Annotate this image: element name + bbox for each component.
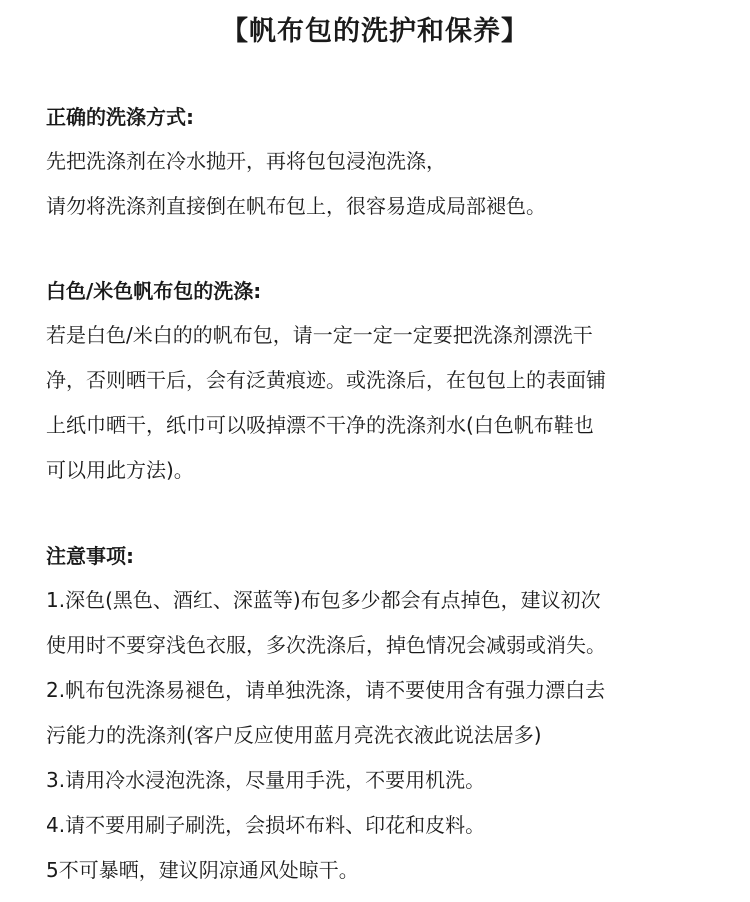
- note-line: 4.请不要用刷子刷洗，会损坏布料、印花和皮料。: [46, 813, 486, 837]
- paragraph-line: 净，否则晒干后，会有泛黄痕迹。或洗涤后，在包包上的表面铺: [46, 368, 606, 392]
- section-heading: 白色/米色帆布包的洗涤:: [46, 279, 262, 303]
- section-heading: 正确的洗涤方式:: [46, 105, 194, 129]
- note-line: 1.深色(黑色、酒红、深蓝等)布包多少都会有点掉色，建议初次: [46, 588, 601, 612]
- page-title: 【帆布包的洗护和保养】: [221, 16, 529, 47]
- section-notes: [46, 534, 726, 893]
- paragraph-line: 上纸巾晒干，纸巾可以吸掉漂不干净的洗涤剂水(白色帆布鞋也: [46, 413, 594, 437]
- paragraph-line: 若是白色/米白的的帆布包，请一定一定一定要把洗涤剂漂洗干: [46, 323, 593, 347]
- paragraph-line: 先把洗涤剂在冷水抛开，再将包包浸泡洗涤，: [46, 149, 446, 173]
- note-line: 2.帆布包洗涤易褪色，请单独洗涤，请不要使用含有强力漂白去: [46, 678, 606, 702]
- section-correct-washing: [46, 95, 726, 229]
- paragraph-line: 请勿将洗涤剂直接倒在帆布包上，很容易造成局部褪色。: [46, 194, 546, 218]
- section-heading: 注意事项:: [46, 544, 134, 568]
- section-white-bag-washing: [46, 269, 726, 493]
- paragraph-line: 可以用此方法)。: [46, 458, 194, 482]
- note-line: 3.请用冷水浸泡洗涤，尽量用手洗，不要用机洗。: [46, 768, 486, 792]
- note-line: 污能力的洗涤剂(客户反应使用蓝月亮洗衣液此说法居多): [46, 723, 542, 747]
- note-line: 5不可暴晒，建议阴凉通风处晾干。: [46, 858, 359, 882]
- note-line: 使用时不要穿浅色衣服，多次洗涤后，掉色情况会减弱或消失。: [46, 633, 606, 657]
